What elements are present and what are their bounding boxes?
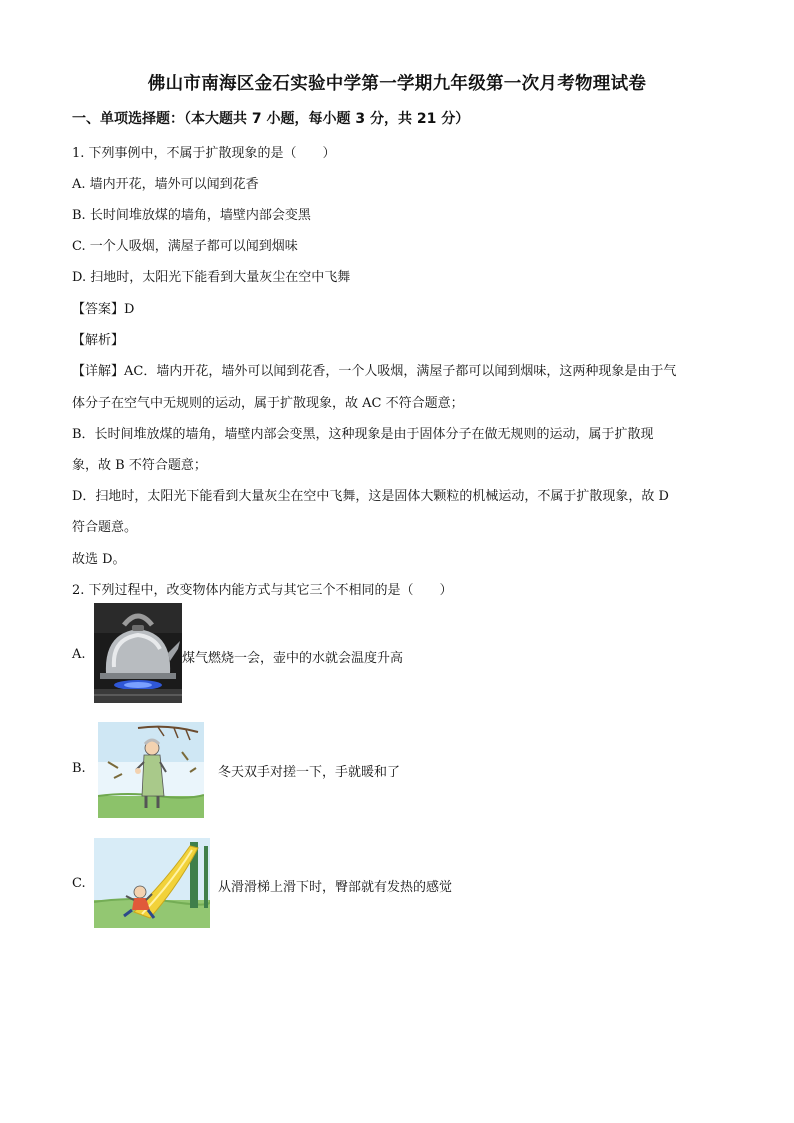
- question-1-stem: 1. 下列事例中，不属于扩散现象的是（ ）: [72, 146, 336, 161]
- q1-answer: 【答案】D: [72, 302, 135, 317]
- q2-option-b-text: 冬天双手对搓一下，手就暖和了: [218, 765, 401, 780]
- q2-option-a: [72, 600, 732, 705]
- q1-explanation-line: 符合题意。: [72, 520, 138, 535]
- q1-analysis-label: 【解析】: [72, 333, 125, 348]
- q1-explanation-line: 【详解】AC．墙内开花，墙外可以闻到花香，一个人吸烟，满屋子都可以闻到烟味，这两种现象是由于气: [72, 364, 677, 379]
- q1-explanation-line: 故选 D。: [72, 552, 126, 567]
- q2-option-a-text: 煤气燃烧一会，壶中的水就会温度升高: [182, 651, 404, 666]
- page-title: 佛山市南海区金石实验中学第一学期九年级第一次月考物理试卷: [147, 74, 647, 94]
- q2-option-c: [72, 836, 732, 930]
- person-rubbing-hands-image: [98, 722, 204, 818]
- q1-explanation-line: 体分子在空气中无规则的运动，属于扩散现象，故 AC 不符合题意；: [72, 396, 464, 411]
- kettle-on-stove-image: [94, 603, 182, 703]
- section-heading: 一、单项选择题：（本大题共 7 小题，每小题 3 分，共 21 分）: [72, 111, 470, 127]
- q1-explanation-line: 象，故 B 不符合题意；: [72, 458, 207, 473]
- q2-option-a-letter: A.: [72, 647, 86, 662]
- q1-option-d: D. 扫地时，太阳光下能看到大量灰尘在空中飞舞: [72, 270, 351, 285]
- q2-option-b-letter: B.: [72, 761, 86, 776]
- q2-option-c-letter: C.: [72, 876, 86, 891]
- q1-option-b: B. 长时间堆放煤的墙角，墙壁内部会变黑: [72, 208, 311, 223]
- q2-option-c-text: 从滑滑梯上滑下时，臀部就有发热的感觉: [218, 880, 453, 895]
- q1-option-a: A. 墙内开花，墙外可以闻到花香: [72, 177, 259, 192]
- q1-explanation-line: B．长时间堆放煤的墙角，墙壁内部会变黑，这种现象是由于固体分子在做无规则的运动，属于扩散现: [72, 427, 654, 442]
- question-2-stem: 2. 下列过程中，改变物体内能方式与其它三个不相同的是（ ）: [72, 583, 453, 598]
- child-on-slide-image: [94, 838, 210, 928]
- q2-option-b: [72, 720, 732, 820]
- q1-option-c: C. 一个人吸烟，满屋子都可以闻到烟味: [72, 239, 298, 254]
- q1-explanation-line: D．扫地时，太阳光下能看到大量灰尘在空中飞舞，这是固体大颗粒的机械运动，不属于扩散现象，故 D: [72, 489, 669, 504]
